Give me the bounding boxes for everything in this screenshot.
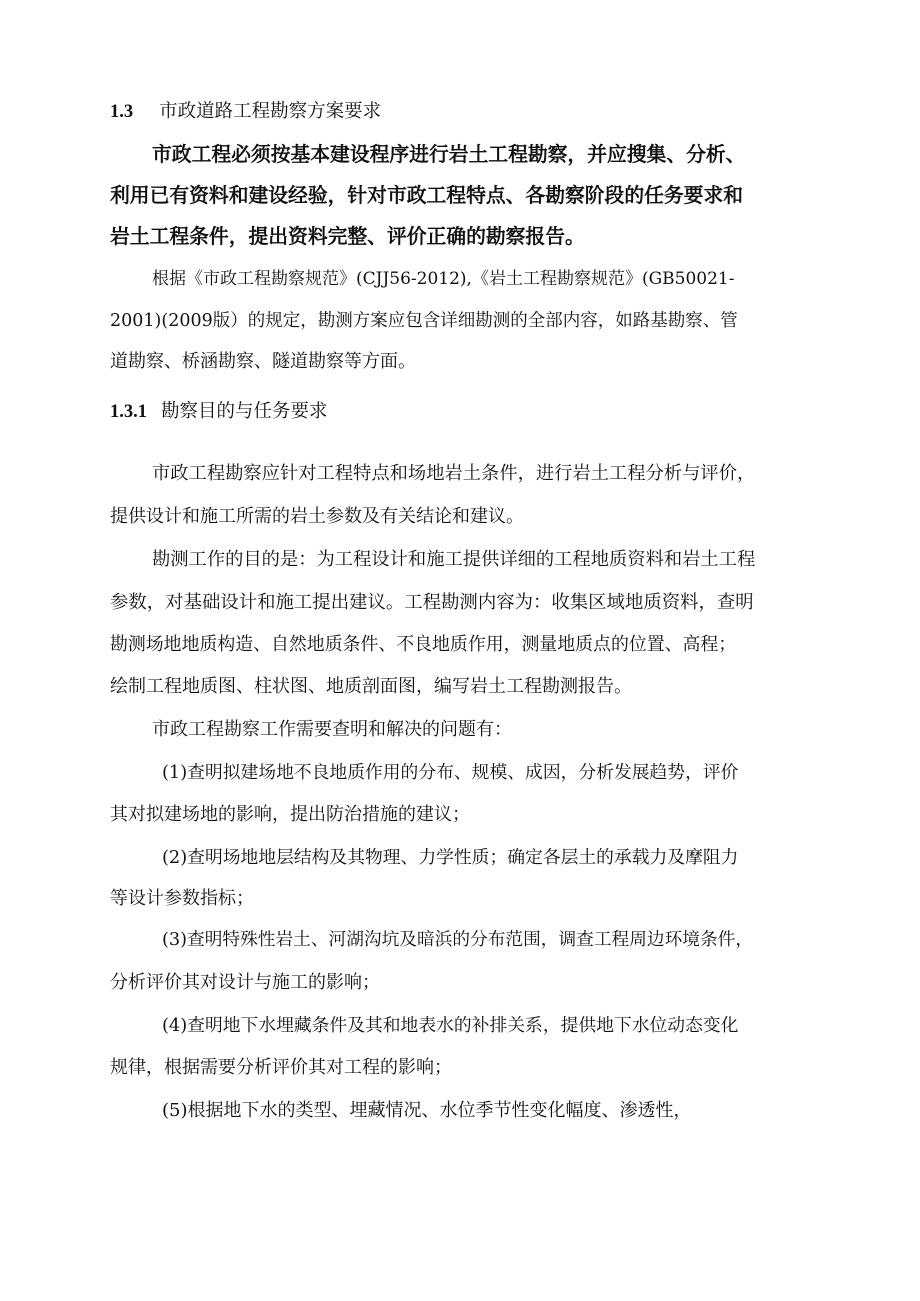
para-line: 勘测工作的目的是：为工程设计和施工提供详细的工程地质资料和岩土工程 [152,549,756,570]
section-title: 市政道路工程勘察方案要求 [159,101,382,122]
list-item-line: 分析评价其对设计与施工的影响； [110,972,380,993]
list-item-line: (3)查明特殊性岩土、河湖沟坑及暗浜的分布范围，调查工程周边环境条件， [162,930,754,950]
list-item-line: 其对拟建场地的影响，提出防治措施的建议； [110,804,470,825]
section-heading-1-3 [110,101,381,123]
list-item-line: 等设计参数指标； [110,888,254,909]
list-item-line: 规律，根据需要分析评价其对工程的影响； [110,1057,452,1078]
list-item-line: (1)查明拟建场地不良地质作用的分布、规模、成因，分析发展趋势，评价 [162,762,739,783]
bold-para-line: 岩土工程条件，提出资料完整、评价正确的勘察报告。 [110,224,585,248]
para-line: 根据《市政工程勘察规范》(CJJ56-2012),《岩土工程勘察规范》(GB50021- [152,269,735,289]
section-heading-1-3-1 [110,401,328,423]
list-item-line: (2)查明场地地层结构及其物理、力学性质；确定各层土的承载力及摩阻力 [162,847,739,868]
para-line: 市政工程勘察工作需要查明和解决的问题有： [152,719,512,740]
bold-para-line: 利用已有资料和建设经验，针对市政工程特点、各勘察阶段的任务要求和 [110,183,744,207]
para-line: 道勘察、桥涵勘察、隧道勘察等方面。 [110,351,416,372]
section-number: 1.3 [110,102,134,122]
section-title: 勘察目的与任务要求 [161,401,328,422]
para-line: 市政工程勘察应针对工程特点和场地岩土条件，进行岩土工程分析与评价， [152,463,756,484]
para-line: 提供设计和施工所需的岩土参数及有关结论和建议。 [110,506,524,527]
para-line: 勘测场地地质构造、自然地质条件、不良地质作用，测量地质点的位置、高程； [110,634,737,655]
para-line: 绘制工程地质图、柱状图、地质剖面图，编写岩土工程勘测报告。 [110,676,632,697]
para-line: 2001)(2009版）的规定，勘测方案应包含详细勘测的全部内容，如路基勘察、管 [110,311,738,331]
list-item-line: (4)查明地下水埋藏条件及其和地表水的补排关系，提供地下水位动态变化 [162,1015,739,1036]
bold-para-line: 市政工程必须按基本建设程序进行岩土工程勘察，并应搜集、分析、 [152,142,746,166]
para-line: 参数，对基础设计和施工提出建议。工程勘测内容为：收集区域地质资料，查明 [110,592,754,613]
section-number: 1.3.1 [110,402,147,422]
list-item-line: (5)根据地下水的类型、埋藏情况、水位季节性变化幅度、渗透性， [162,1100,692,1121]
